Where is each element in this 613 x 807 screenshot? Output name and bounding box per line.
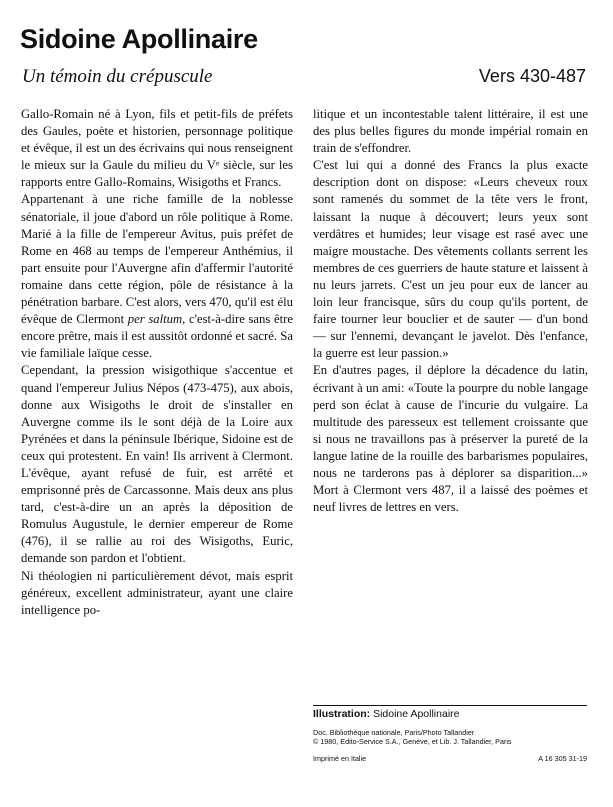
italic-term: per saltum,	[127, 312, 186, 327]
right-column	[313, 106, 588, 516]
period-label: Vers 430-487	[478, 66, 586, 86]
photo-credits: Doc. Bibliothèque nationale, Paris/Photo Tallandier © 1980, Edito-Service S.A., Genève, et Lib. J. Tallandier, Paris	[313, 728, 512, 747]
paragraph: En d'autres pages, il déplore la décadence du latin, écrivant à un ami: «Toute la pourpre du noble langage perd son éclat à cause de l'incurie du vulgaire. La multitude des paresseux est tellement croissante que si nous ne travaillons pas à préserver la pureté de la langue latine de la rouille des barbarismes populaires, nous ne tarderons pas à déplorer sa disparition...» Mort à Clermont vers 487, il a laissé des poèmes et neuf livres de lettres en vers.	[313, 363, 588, 515]
paragraph: Appartenant à une riche famille de la noblesse sénatoriale, il joue d'abord un rôle politique à Rome. Marié à la fille de l'empereur Avitus, puis préfet de Rome en 468 au temps de l'empereur Anthémius, il part ensuite pour l'Auvergne afin d'affermir l'autorité romaine dans cette région, pôle de résistance à la pénétration barbare. C'est alors, vers 470, qu'il est élu évêque de Clermont per saltum, c'est-à-dire sans être encore prêtre, mais il est aussitôt ordonné et sacré. Sa vie familiale laïque cesse.	[21, 192, 293, 361]
illustration-label: Illustration:	[313, 708, 371, 720]
print-footer	[313, 754, 587, 763]
page-title: Sidoine Apollinaire	[20, 24, 258, 54]
paragraph: Cependant, la pression wisigothique s'accentue et quand l'empereur Julius Népos (473-475), aux abois, donne aux Wisigoths le droit de s'installer en Auvergne comme ils le sont déjà de la Loire aux Pyrénées et dans la péninsule Ibérique, Sidoine est de ceux qui protestent. En vain! Ils arrivent à Clermont. L'évêque, ayant refusé de fuir, est arrêté et emprisonné près de Carcassonne. Mais deux ans plus tard, c'est-à-dire un an après la déposition de Romulus Augustule, le dernier empereur de Rome (476), il se rallie au roi des Wisigoths, Euric, demande son pardon et l'obtient.	[21, 363, 293, 566]
paragraph: litique et un incontestable talent littéraire, il est une des plus belles figures du monde impérial romain en train de s'effondrer.	[313, 107, 588, 156]
paragraph: Ni théologien ni particulièrement dévot, mais esprit généreux, excellent administrateur, ayant une claire intelligence po-	[21, 568, 293, 617]
paragraph: Gallo-Romain né à Lyon, fils et petit-fils de préfets des Gaules, poète et historien, personnage politique et évêque, il est un des écrivains qui nous renseignent le mieux sur la Gaule du milieu du Vᵉ siècle, sur les rapports entre Gallo-Romains, Wisigoths et Francs.	[21, 107, 294, 190]
paragraph: C'est lui qui a donné des Francs la plus exacte description dont on dispose: «Leurs cheveux roux sont ramenés du sommet de la tête vers le front, laissant la nuque à découvert; leurs yeux sont verdâtres et humides; leur visage est rasé avec une maigre moustache. Des vêtements collants serrent les membres de ces guerriers de haute stature et laissent à nu leurs jarrets. C'est un jeu pour eux de lancer au loin leur francisque, sûrs du coup qu'ils portent, de faire tourner leur bouclier et de sauter — d'un bond — sur l'ennemi, devançant le javelot. Dès l'enfance, la guerre est leur passion.»	[313, 158, 588, 361]
card-code: A 16 305 31-19	[538, 754, 587, 763]
printed-in: Imprimé en Italie	[313, 754, 367, 763]
illustration-caption	[313, 705, 587, 746]
left-column	[21, 106, 293, 619]
illustration-subject: Sidoine Apollinaire	[370, 708, 460, 720]
page-subtitle: Un témoin du crépuscule	[22, 66, 213, 87]
